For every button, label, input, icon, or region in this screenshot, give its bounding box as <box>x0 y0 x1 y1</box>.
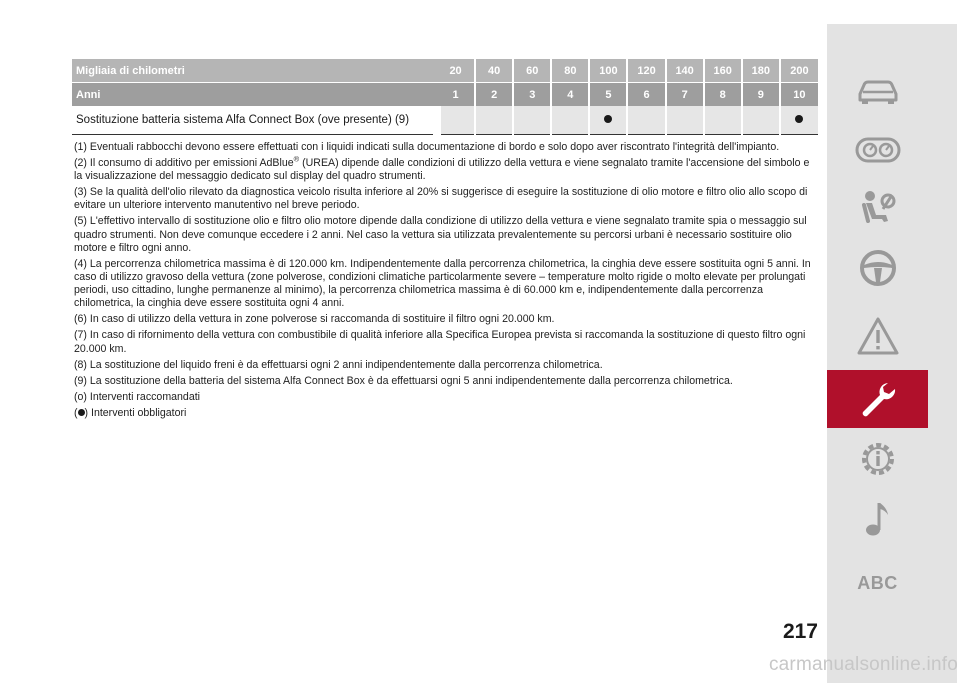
table-header-km-row <box>72 59 818 83</box>
years-header-label: Anni <box>72 83 437 107</box>
footnote-5: (5) L'effettivo intervallo di sostituzione olio e filtro olio motore dipende dalla condizione di utilizzo della vettura e viene segnalato tramite spia o messaggio sul quadro strumenti. Non deve comunque eccedere i 2 anni. Nel caso la vettura sia utilizzata prevalentemente su percorsi urbani è necessario sostituire olio motore e filtro ogni anno. <box>74 215 807 254</box>
nav-technical-data[interactable] <box>827 430 928 488</box>
footnote-3: (3) Se la qualità dell'olio rilevato da diagnostica veicolo risulta inferiore al 20% si suggerisce di eseguire la sostituzione di olio motore e filtro olio allo scopo di evitare un ulteriore intervento manutentivo nel breve periodo. <box>74 186 808 212</box>
nav-maintenance[interactable] <box>827 370 928 428</box>
watermark: carmanualsonline.info <box>768 654 958 675</box>
page-number: 217 <box>782 620 818 643</box>
mark-cell <box>551 106 589 135</box>
nav-car[interactable] <box>827 62 928 120</box>
year-cell: 8 <box>704 83 742 107</box>
year-cell: 4 <box>551 83 589 107</box>
year-cell: 10 <box>780 83 818 107</box>
km-cell: 200 <box>780 59 818 83</box>
km-cell: 100 <box>589 59 627 83</box>
km-cell: 80 <box>551 59 589 83</box>
year-cell: 2 <box>475 83 513 107</box>
nav-index[interactable] <box>827 554 928 612</box>
km-cell: 60 <box>513 59 551 83</box>
year-cell: 5 <box>589 83 627 107</box>
km-cell: 120 <box>627 59 665 83</box>
km-cell: 20 <box>437 59 475 83</box>
year-cell: 7 <box>666 83 704 107</box>
maintenance-table <box>72 59 818 135</box>
nav-driving[interactable] <box>827 239 928 297</box>
year-cell: 6 <box>627 83 665 107</box>
mark-cell <box>627 106 665 135</box>
km-cell: 160 <box>704 59 742 83</box>
mark-cell <box>437 106 475 135</box>
mandatory-dot-icon <box>604 115 612 123</box>
footnote-7: (7) In caso di rifornimento della vettura con combustibile di qualità inferiore alla Specifica Europea prevista si raccomanda la sostituzione di questo filtro ogni 20.000 km. <box>74 329 806 355</box>
km-cell: 180 <box>742 59 780 83</box>
footnote-4: (4) La percorrenza chilometrica massima è di 120.000 km. Indipendentemente dalla percorrenza chilometrica, la cinghia deve essere sostituita ogni 5 anni. In caso di utilizzo gravoso della vettura (zone polverose, condizioni climatiche particolarmente severe – temperature molto rigide o molto elevate per prolungati periodi, uso cittadino, lunghe permanenze al minimo), la percorrenza chilometrica massima è di 60.000 km e, indipendentemente dalla percorrenza chilometrica, la cinghia deve essere sostituita ogni 4 anni. <box>74 257 811 310</box>
mandatory-dot-icon <box>795 115 803 123</box>
nav-emergency[interactable] <box>827 307 928 365</box>
warning-triangle-icon <box>856 316 900 356</box>
mandatory-dot-icon <box>78 409 85 416</box>
item-label: Sostituzione batteria sistema Alfa Connect Box (ove presente) (9) <box>72 106 437 135</box>
music-note-icon <box>861 499 895 539</box>
footnote-1: (1) Eventuali rabbocchi devono essere effettuati con i liquidi indicati sulla documentazione di bordo e solo dopo aver riscontrato l'integrità dell'impianto. <box>74 141 780 153</box>
footnote-8: (8) La sostituzione del liquido freni è da effettuarsi ogni 2 anni indipendentemente dalla percorrenza chilometrica. <box>74 358 603 371</box>
footnotes <box>74 141 818 423</box>
km-header-label: Migliaia di chilometri <box>72 59 437 83</box>
gear-info-icon <box>857 438 899 480</box>
nav-safety[interactable] <box>827 180 928 238</box>
airbag-seat-icon <box>858 189 898 229</box>
dashboard-gauges-icon <box>855 136 901 164</box>
mark-cell <box>513 106 551 135</box>
legend-mandatory: ( ) Interventi obbligatori <box>74 406 187 419</box>
km-cell: 140 <box>666 59 704 83</box>
km-cell: 40 <box>475 59 513 83</box>
mark-cell <box>666 106 704 135</box>
mark-cell <box>704 106 742 135</box>
mark-cell <box>475 106 513 135</box>
table-row-battery-replacement <box>72 106 818 135</box>
chapter-sidebar <box>827 24 957 683</box>
steering-wheel-icon <box>858 248 898 288</box>
abc-index-label: ABC <box>857 572 898 593</box>
mark-cell <box>742 106 780 135</box>
footnote-9: (9) La sostituzione della batteria del sistema Alfa Connect Box è da effettuarsi ogni 5 anni indipendentemente dalla percorrenza chilometrica. <box>74 374 733 387</box>
mark-cell <box>780 106 818 135</box>
registered-mark: ® <box>293 154 300 164</box>
wrench-icon <box>858 379 898 419</box>
nav-multimedia[interactable] <box>827 490 928 548</box>
footnote-2: (2) Il consumo di additivo per emissioni AdBlue® (UREA) dipende dalle condizioni di utilizzo della vettura e viene segnalato tramite l'accensione del simbolo e la visualizzazione del messaggio dedicato sul display del quadro strumenti. <box>74 154 810 183</box>
car-icon <box>856 76 900 106</box>
mark-cell <box>589 106 627 135</box>
year-cell: 9 <box>742 83 780 107</box>
year-cell: 1 <box>437 83 475 107</box>
nav-dashboard[interactable] <box>827 121 928 179</box>
legend-recommended: (o) Interventi raccomandati <box>74 390 201 403</box>
footnote-6: (6) In caso di utilizzo della vettura in zone polverose si raccomanda di sostituire il filtro ogni 20.000 km. <box>74 313 555 326</box>
table-header-years-row <box>72 83 818 107</box>
year-cell: 3 <box>513 83 551 107</box>
